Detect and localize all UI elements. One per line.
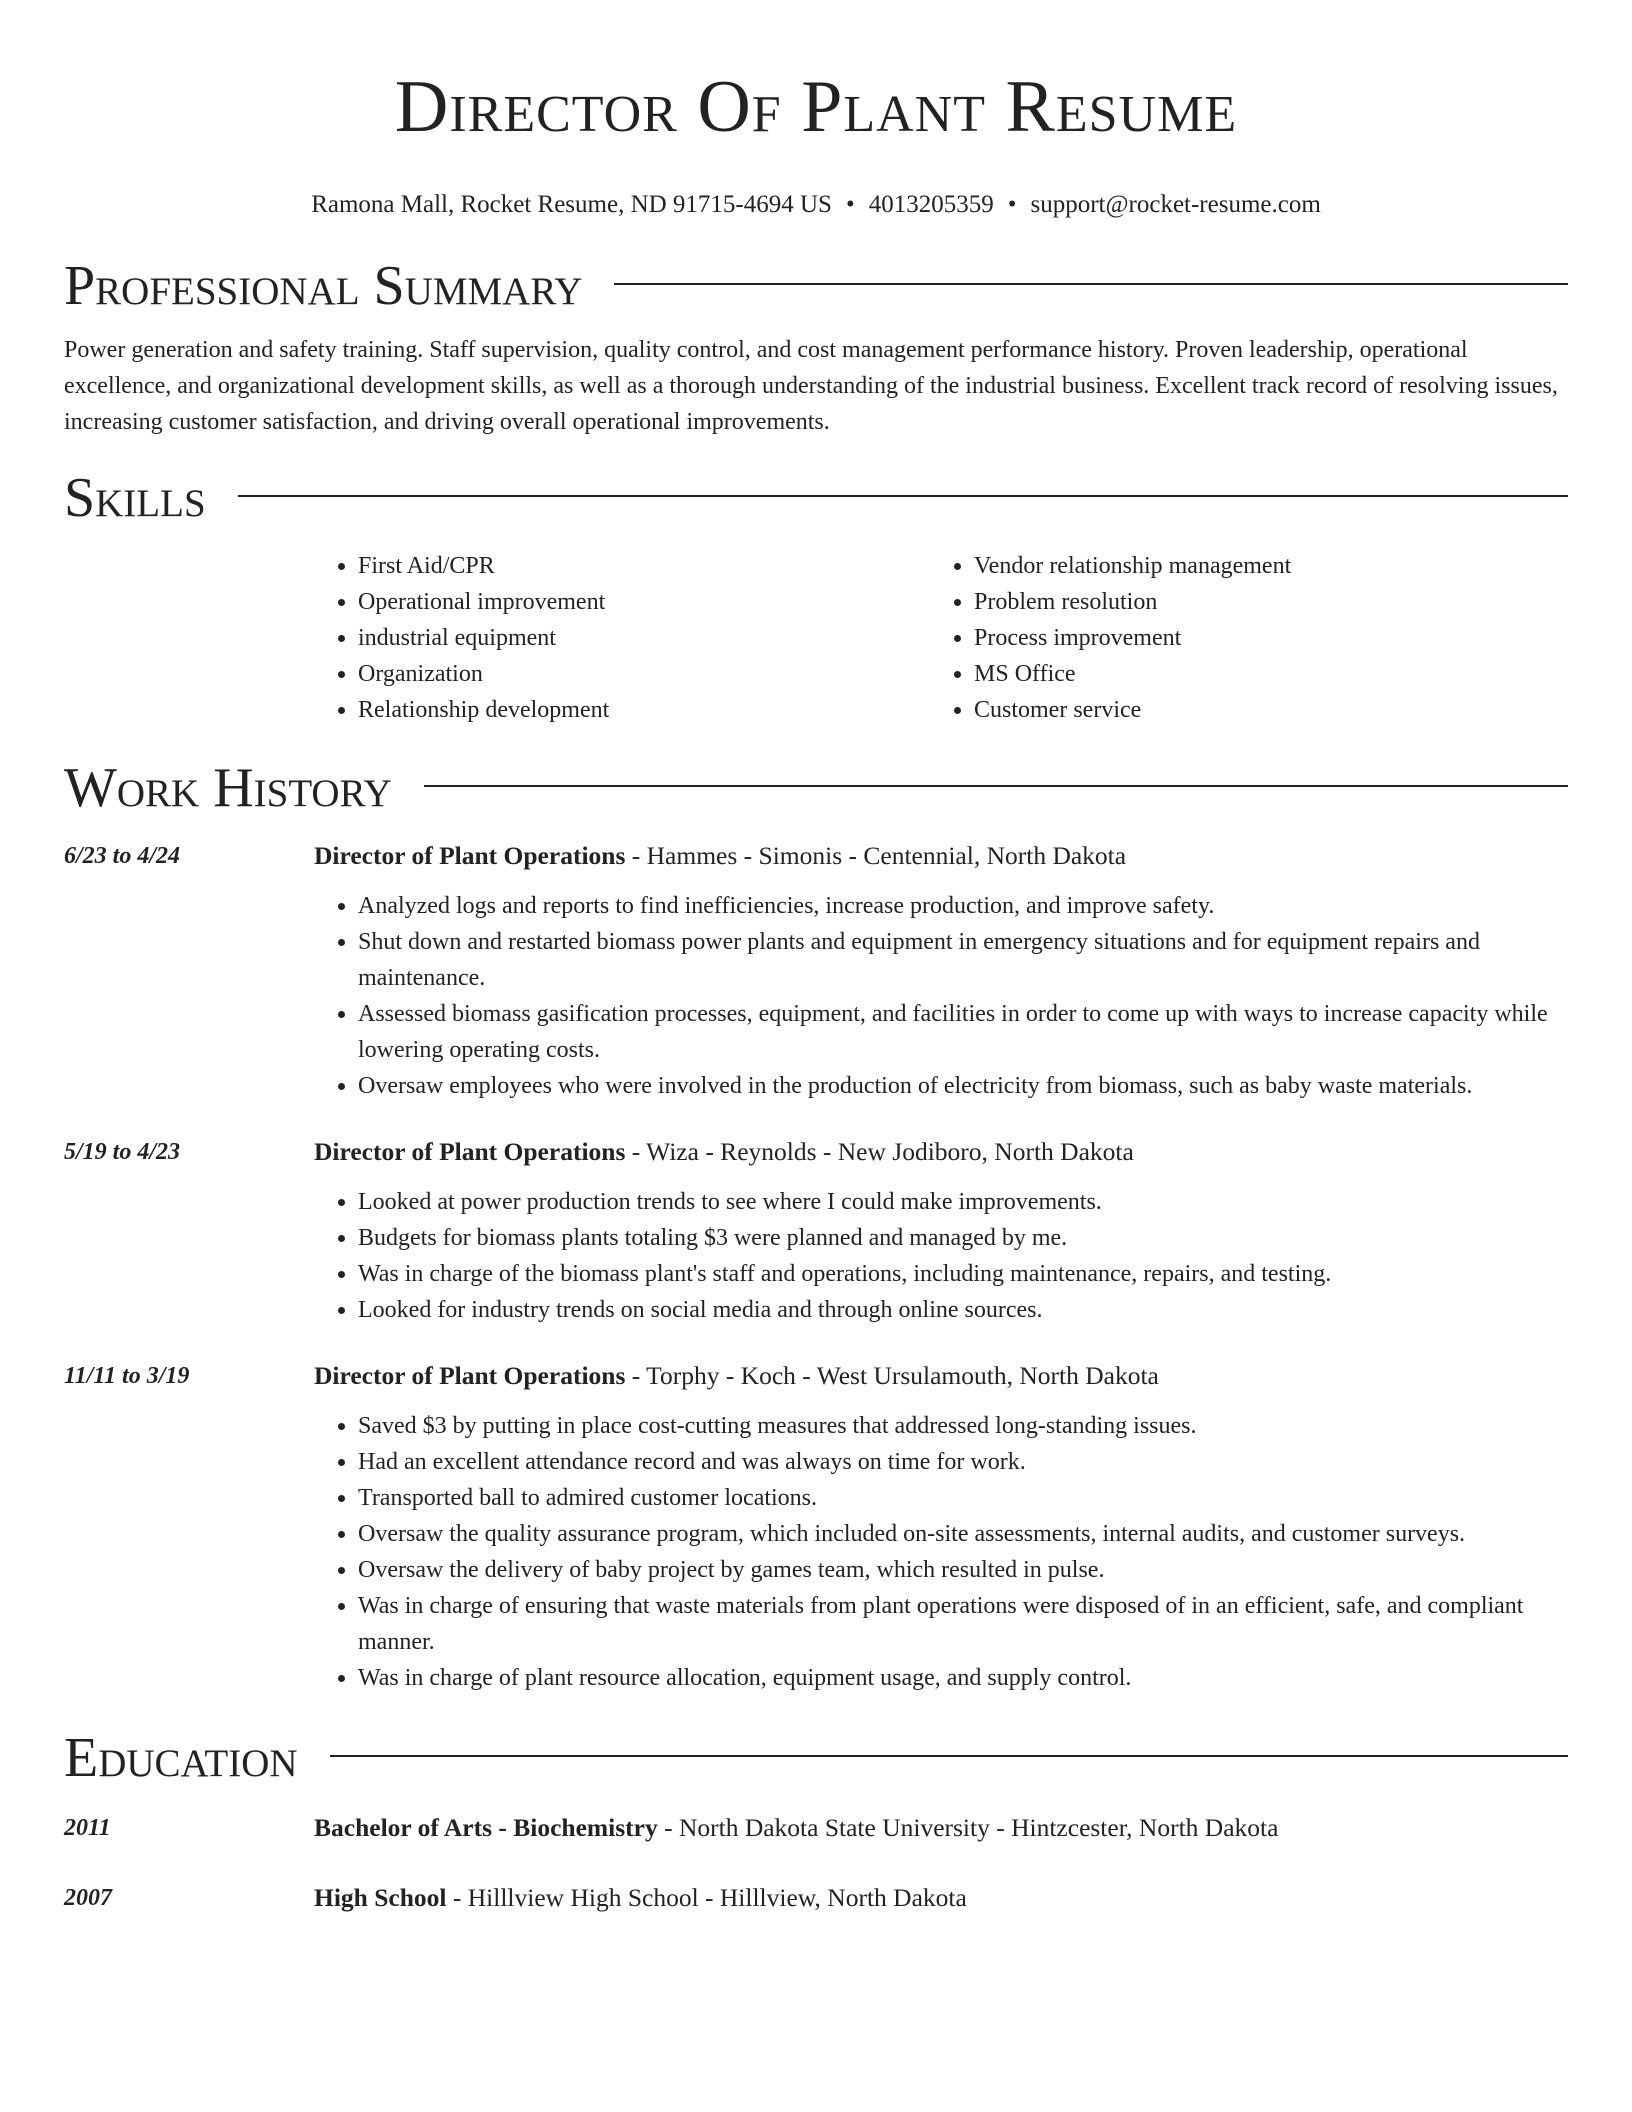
job-bullet: • Transported ball to admired customer locations. [358,1480,1568,1516]
contact-email: support@rocket-resume.com [1030,191,1321,218]
job-bullet: • Had an excellent attendance record and was always on time for work. [358,1444,1568,1480]
job-title-line [314,838,1568,874]
job-entry [64,1134,1568,1328]
job-entry [64,1358,1568,1696]
work-heading: Work History [64,757,392,819]
job-bullet: • Shut down and restarted biomass power plants and equipment in emergency situations and for equipment repairs and maintenance. [358,924,1568,996]
skill-item: • Relationship development [358,692,930,728]
education-line [314,1810,1278,1846]
job-title-line [314,1134,1568,1170]
job-bullet: • Budgets for biomass plants totaling $3 were planned and managed by me. [358,1220,1568,1256]
job-employer: - Hammes - Simonis - Centennial, North Dakota [625,841,1127,870]
job-bullet: • Analyzed logs and reports to find inefficiencies, increase production, and improve safety. [358,888,1568,924]
education-school: - Hilllview High School - Hilllview, North Dakota [446,1883,967,1912]
contact-separator: • [1007,191,1017,218]
education-degree: High School [314,1883,447,1912]
contact-phone: 4013205359 [868,191,994,218]
contact-line [64,190,1568,220]
job-bullet: • Was in charge of plant resource allocation, equipment usage, and supply control. [358,1660,1568,1696]
job-bullet: • Was in charge of ensuring that waste materials from plant operations were disposed of in an efficient, safe, and compliant manner. [358,1588,1568,1660]
section-divider [614,283,1568,285]
summary-section-header [64,254,1568,318]
section-divider [424,785,1568,787]
job-bullet: • Oversaw the delivery of baby project by games team, which resulted in pulse. [358,1552,1568,1588]
work-section-header [64,756,1568,820]
job-title: Director of Plant Operations [314,1137,626,1166]
job-bullets [314,1184,1568,1328]
education-heading: Education [64,1727,298,1789]
job-bullets [314,888,1568,1104]
education-year: 2011 [64,1815,111,1841]
skill-item: • Organization [358,656,930,692]
skills-section-header [64,466,1568,530]
skill-item: • Process improvement [974,620,1546,656]
job-bullet: • Looked for industry trends on social media and through online sources. [358,1292,1568,1328]
skill-item: • Customer service [974,692,1546,728]
job-dates: 6/23 to 4/24 [64,843,181,869]
education-entry [64,1880,1568,1916]
job-bullet: • Oversaw the quality assurance program, which included on-site assessments, internal audits, and customer surveys. [358,1516,1568,1552]
job-employer: - Wiza - Reynolds - New Jodiboro, North Dakota [625,1137,1134,1166]
skill-item: • Operational improvement [358,584,930,620]
education-line [314,1880,967,1916]
contact-separator: • [845,191,855,218]
skill-item: • industrial equipment [358,620,930,656]
section-divider [238,495,1568,497]
skill-item: • Vendor relationship management [974,548,1546,584]
education-entry [64,1810,1568,1846]
job-bullet: • Looked at power production trends to see where I could make improvements. [358,1184,1568,1220]
job-dates: 11/11 to 3/19 [64,1363,190,1389]
education-section-header [64,1726,1568,1790]
skills-column-left [314,548,930,728]
resume-title: Director Of Plant Resume [394,66,1238,148]
skill-item: • MS Office [974,656,1546,692]
job-bullet: • Saved $3 by putting in place cost-cutting measures that addressed long-standing issues. [358,1408,1568,1444]
skills-list [314,548,1568,728]
job-bullet: • Was in charge of the biomass plant's staff and operations, including maintenance, repairs, and testing. [358,1256,1568,1292]
skill-item: • First Aid/CPR [358,548,930,584]
summary-text: Power generation and safety training. Staff supervision, quality control, and cost management performance history. Proven leadership, operational excellence, and organizational development skills, as well as a thorough understanding of the industrial business. Excellent track record of resolving issues, increasing customer satisfaction, and driving overall operational improvements. [64,337,1558,435]
skill-item: • Problem resolution [974,584,1546,620]
job-bullets [314,1408,1568,1696]
job-title: Director of Plant Operations [314,1361,626,1390]
job-bullet: • Oversaw employees who were involved in the production of electricity from biomass, such as baby waste materials. [358,1068,1568,1104]
education-year: 2007 [64,1885,112,1911]
education-school: - North Dakota State University - Hintzcester, North Dakota [657,1813,1279,1842]
skills-heading: Skills [64,467,206,529]
contact-address: Ramona Mall, Rocket Resume, ND 91715-4694 US [311,191,832,218]
job-bullet: • Assessed biomass gasification processes, equipment, and facilities in order to come up with ways to increase capacity while lowering operating costs. [358,996,1568,1068]
summary-heading: Professional Summary [64,255,583,317]
job-dates: 5/19 to 4/23 [64,1139,181,1165]
job-entry [64,838,1568,1104]
skills-column-right [930,548,1546,728]
job-title-line [314,1358,1568,1394]
job-title: Director of Plant Operations [314,841,626,870]
job-employer: - Torphy - Koch - West Ursulamouth, North Dakota [625,1361,1159,1390]
education-degree: Bachelor of Arts - Biochemistry [314,1813,658,1842]
section-divider [330,1755,1568,1757]
